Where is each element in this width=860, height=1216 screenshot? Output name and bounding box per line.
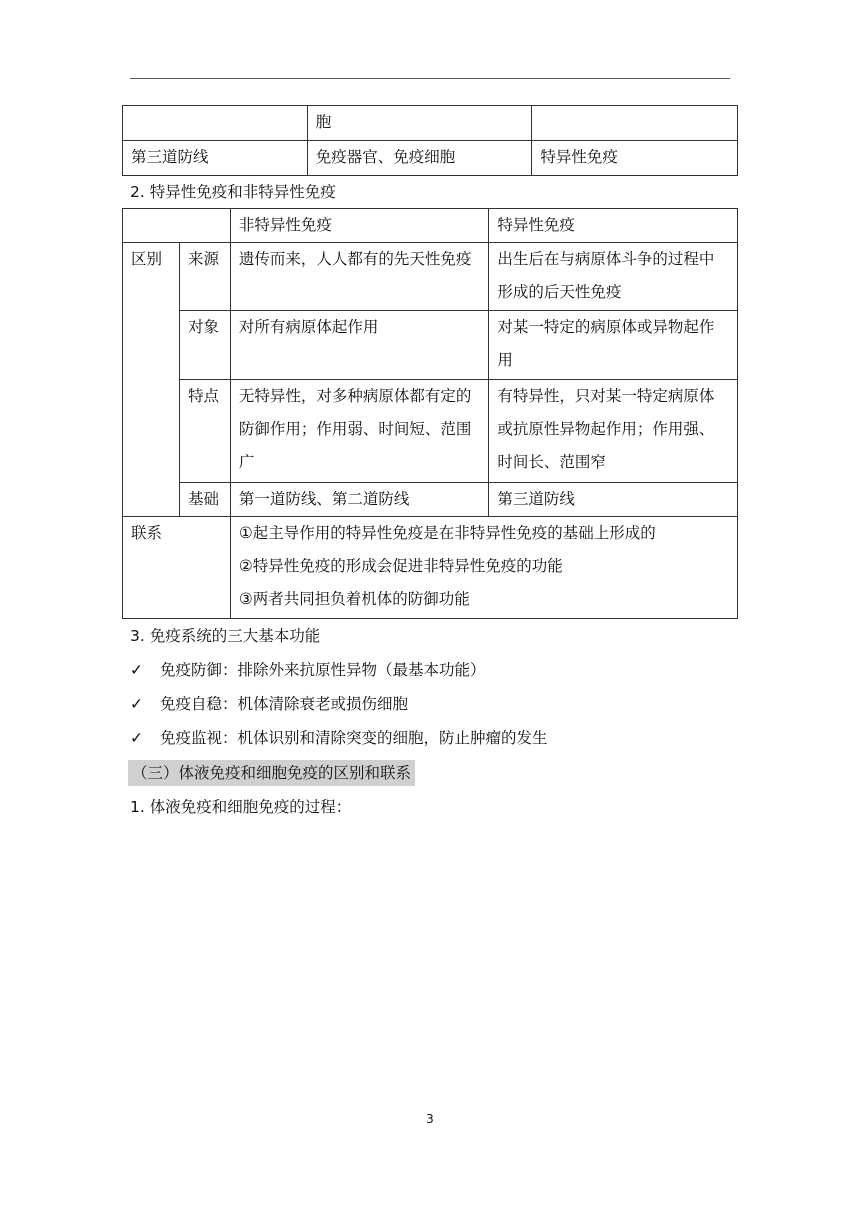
table-row bbox=[123, 517, 738, 619]
table-cell: 无特异性，对多种病原体都有定的防御作用；作用弱、时间短、范围广 bbox=[230, 380, 489, 483]
list-item bbox=[130, 693, 408, 715]
table-cell: 第三道防线 bbox=[123, 141, 308, 176]
page-number: 3 bbox=[426, 1112, 434, 1126]
list-item bbox=[130, 727, 548, 749]
table-row bbox=[123, 243, 738, 311]
table-cell: 免疫器官、免疫细胞 bbox=[307, 141, 532, 176]
table-cell: 第三道防线 bbox=[489, 483, 738, 517]
row-label-target: 对象 bbox=[179, 311, 230, 380]
table-cell: 对某一特定的病原体或异物起作用 bbox=[489, 311, 738, 380]
row-label-source: 来源 bbox=[179, 243, 230, 311]
table-cell: 遗传而来，人人都有的先天性免疫 bbox=[230, 243, 489, 311]
defense-lines-table-continued bbox=[122, 105, 738, 176]
table-cell: 出生后在与病原体斗争的过程中形成的后天性免疫 bbox=[489, 243, 738, 311]
table-cell bbox=[123, 106, 308, 141]
table-row bbox=[123, 106, 738, 141]
list-item bbox=[130, 659, 486, 681]
immunity-comparison-table bbox=[122, 208, 738, 619]
table-cell: 有特异性，只对某一特定病原体或抗原性异物起作用；作用强、时间长、范围窄 bbox=[489, 380, 738, 483]
table-cell: 对所有病原体起作用 bbox=[230, 311, 489, 380]
section-heading-3: 3. 免疫系统的三大基本功能 bbox=[130, 627, 321, 645]
table-cell: 第一道防线、第二道防线 bbox=[230, 483, 489, 517]
table-row bbox=[123, 483, 738, 517]
section-heading-2: 2. 特异性免疫和非特异性免疫 bbox=[130, 183, 336, 201]
table-cell: 胞 bbox=[307, 106, 532, 141]
column-header-specific: 特异性免疫 bbox=[489, 209, 738, 243]
table-cell bbox=[532, 106, 738, 141]
table-row bbox=[123, 311, 738, 380]
table-row bbox=[123, 380, 738, 483]
group-label-difference: 区别 bbox=[123, 243, 180, 517]
table-cell: 特异性免疫 bbox=[532, 141, 738, 176]
column-header-nonspecific: 非特异性免疫 bbox=[230, 209, 489, 243]
table-header-row bbox=[123, 209, 738, 243]
row-label-features: 特点 bbox=[179, 380, 230, 483]
item-heading: 1. 体液免疫和细胞免疫的过程： bbox=[130, 798, 352, 816]
function-text: 免疫监视：机体识别和清除突变的细胞，防止肿瘤的发生 bbox=[160, 729, 548, 747]
function-text: 免疫防御：排除外来抗原性异物（最基本功能） bbox=[160, 661, 486, 679]
row-label-basis: 基础 bbox=[179, 483, 230, 517]
check-icon: ✓ bbox=[130, 729, 143, 747]
relation-item: ②特异性免疫的形成会促进非特异性免疫的功能 bbox=[238, 557, 563, 575]
relation-cell bbox=[230, 517, 737, 619]
section-title-banner: （三）体液免疫和细胞免疫的区别和联系 bbox=[128, 760, 415, 786]
row-label-relation: 联系 bbox=[123, 517, 231, 619]
header-rule bbox=[130, 78, 730, 79]
relation-item: ①起主导作用的特异性免疫是在非特异性免疫的基础上形成的 bbox=[238, 524, 656, 542]
check-icon: ✓ bbox=[130, 695, 143, 713]
table-row bbox=[123, 141, 738, 176]
relation-item: ③两者共同担负着机体的防御功能 bbox=[238, 590, 470, 608]
check-icon: ✓ bbox=[130, 661, 143, 679]
function-text: 免疫自稳：机体清除衰老或损伤细胞 bbox=[160, 695, 409, 713]
table-corner-cell bbox=[123, 209, 231, 243]
